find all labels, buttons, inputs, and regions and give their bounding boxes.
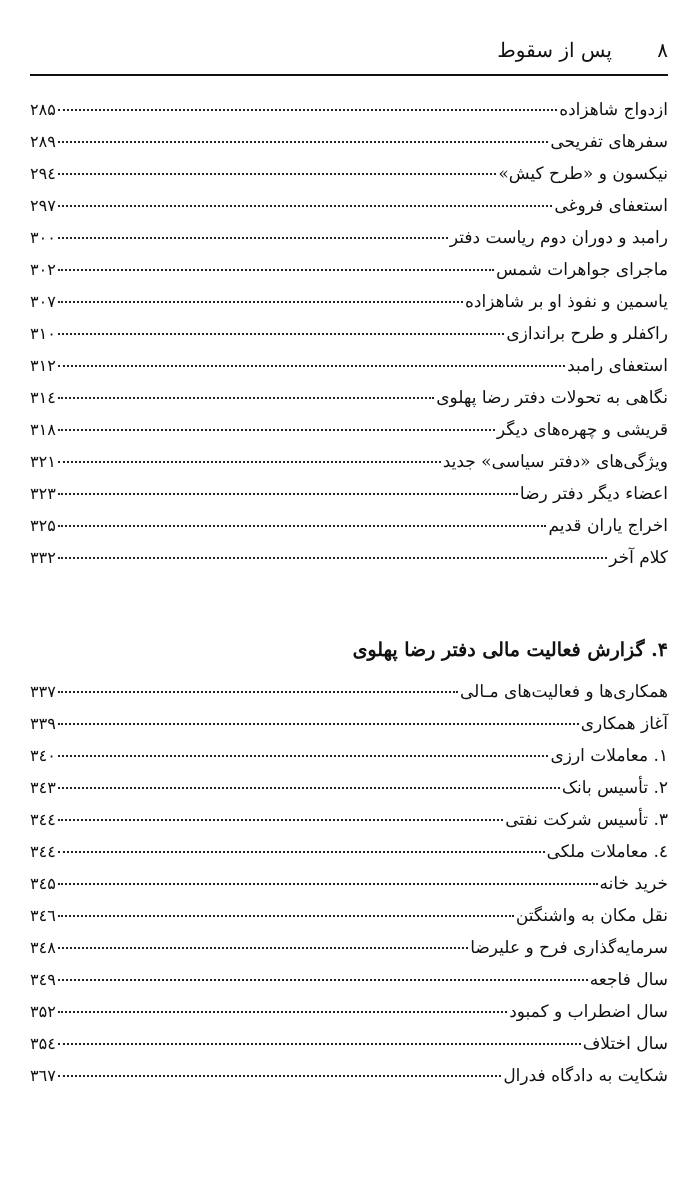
toc-entry[interactable]	[30, 708, 668, 740]
toc-entry[interactable]	[30, 222, 668, 254]
dot-leader	[58, 947, 468, 949]
running-header	[30, 36, 668, 68]
toc-entry[interactable]	[30, 804, 668, 836]
toc-entry-page: ۳۵۲	[30, 1002, 56, 1021]
toc-entry-title: نیکسون و «طرح کیش»	[498, 164, 668, 184]
dot-leader	[58, 1043, 581, 1045]
dot-leader	[58, 141, 549, 143]
toc-entry-page: ۳٤٦	[30, 906, 56, 925]
toc-entry-title: سال اضطراب و کمبود	[509, 1002, 668, 1022]
dot-leader	[58, 301, 463, 303]
toc-entry-title: ویژگی‌های «دفتر سیاسی» جدید	[442, 452, 668, 472]
toc-entry-page: ۳۳۹	[30, 714, 56, 733]
toc-entry-title: ۱. معاملات ارزی	[550, 746, 668, 766]
toc-entry-page: ۳٤۵	[30, 874, 56, 893]
toc-entry[interactable]	[30, 932, 668, 964]
toc-entry-page: ۳٤۰	[30, 746, 56, 765]
toc-entry-page: ۲۸۵	[30, 100, 56, 119]
toc-entry-title: رامبد و دوران دوم ریاست دفتر	[449, 228, 668, 248]
toc-entry-title: همکاری‌ها و فعالیت‌های مـالی	[459, 682, 668, 702]
toc-entry[interactable]	[30, 836, 668, 868]
toc-entry-title: اخراج یاران قدیم	[548, 516, 668, 536]
toc-entry[interactable]	[30, 478, 668, 510]
toc-entry[interactable]	[30, 414, 668, 446]
toc-entry[interactable]	[30, 158, 668, 190]
toc-entry-title: خرید خانه	[599, 874, 668, 894]
toc-entry[interactable]	[30, 676, 668, 708]
toc-entry-title: اعضاء دیگر دفتر رضا	[519, 484, 668, 504]
toc-entry[interactable]	[30, 94, 668, 126]
toc-entry[interactable]	[30, 190, 668, 222]
toc-entry-page: ۳۲۱	[30, 452, 56, 471]
toc-entry-title: سفرهای تفریحی	[550, 132, 668, 152]
dot-leader	[58, 365, 565, 367]
toc-entry-title: ماجرای جواهرات شمس	[496, 260, 668, 280]
toc-entry-page: ۳۰۲	[30, 260, 56, 279]
dot-leader	[58, 819, 503, 821]
toc-entry-title: استعفای فروغی	[554, 196, 668, 216]
toc-entry-title: کلام آخر	[609, 548, 668, 568]
dot-leader	[58, 237, 448, 239]
toc-entry[interactable]	[30, 318, 668, 350]
toc-entry-title: ٤. معاملات ملکی	[546, 842, 668, 862]
dot-leader	[58, 691, 458, 693]
toc-entry[interactable]	[30, 350, 668, 382]
section-heading[interactable]: ۴. گزارش فعالیت مالی دفتر رضا پهلوی	[352, 639, 668, 661]
toc-entry[interactable]	[30, 772, 668, 804]
toc-entry-page: ۳۰۰	[30, 228, 56, 247]
dot-leader	[58, 851, 545, 853]
book-page	[30, 0, 668, 1177]
dot-leader	[58, 557, 607, 559]
toc-entry-page: ۳۱۲	[30, 356, 56, 375]
dot-leader	[58, 109, 557, 111]
toc-entry-page: ۳۲۵	[30, 516, 56, 535]
toc-list-continued	[30, 94, 668, 574]
dot-leader	[58, 787, 560, 789]
toc-entry-page: ۳۲۳	[30, 484, 56, 503]
toc-entry-title: نگاهی به تحولات دفتر رضا پهلوی	[436, 388, 668, 408]
page-number: ۸	[657, 38, 668, 62]
toc-entry[interactable]	[30, 126, 668, 158]
dot-leader	[58, 979, 588, 981]
toc-entry-title: شکایت به دادگاه فدرال	[503, 1066, 668, 1086]
dot-leader	[58, 883, 598, 885]
dot-leader	[58, 755, 549, 757]
toc-entry-page: ۳٤٤	[30, 842, 56, 861]
toc-entry-title: قریشی و چهره‌های دیگر	[496, 420, 668, 440]
toc-entry-page: ۳۳۷	[30, 682, 56, 701]
toc-entry-page: ۳٤٤	[30, 810, 56, 829]
dot-leader	[58, 333, 505, 335]
toc-entry-title: آغاز همکاری	[580, 714, 668, 734]
toc-entry-page: ۳۰۷	[30, 292, 56, 311]
toc-entry[interactable]	[30, 868, 668, 900]
dot-leader	[58, 429, 495, 431]
toc-entry-page: ۳۱۰	[30, 324, 56, 343]
toc-entry[interactable]	[30, 542, 668, 574]
toc-entry[interactable]	[30, 996, 668, 1028]
toc-entry-page: ۳۳۲	[30, 548, 56, 567]
toc-entry-page: ۳۵٤	[30, 1034, 56, 1053]
toc-list-section-4	[30, 676, 668, 1092]
book-title: پس از سقوط	[497, 38, 612, 62]
toc-entry-title: ۳. تأسیس شرکت نفتی	[505, 810, 668, 830]
dot-leader	[58, 269, 494, 271]
toc-entry[interactable]	[30, 900, 668, 932]
toc-entry[interactable]	[30, 1028, 668, 1060]
toc-entry-page: ۳٤۳	[30, 778, 56, 797]
toc-entry[interactable]	[30, 382, 668, 414]
toc-entry[interactable]	[30, 510, 668, 542]
toc-entry-title: راکفلر و طرح براندازی	[506, 324, 668, 344]
toc-entry-title: سال اختلاف	[582, 1034, 668, 1054]
toc-entry[interactable]	[30, 286, 668, 318]
dot-leader	[58, 723, 579, 725]
toc-entry-page: ۲۸۹	[30, 132, 56, 151]
dot-leader	[58, 1011, 507, 1013]
dot-leader	[58, 1075, 502, 1077]
dot-leader	[58, 525, 547, 527]
toc-entry-page: ۲۹٤	[30, 164, 56, 183]
dot-leader	[58, 173, 497, 175]
toc-entry-page: ۲۹۷	[30, 196, 56, 215]
toc-entry-title: ازدواج شاهزاده	[559, 100, 668, 120]
toc-entry-title: نقل مکان به واشنگتن	[515, 906, 668, 926]
dot-leader	[58, 461, 441, 463]
dot-leader	[58, 397, 434, 399]
toc-entry-title: سرمایه‌گذاری فرح و علیرضا	[470, 938, 668, 958]
toc-entry-title: سال فاجعه	[589, 970, 668, 990]
dot-leader	[58, 205, 553, 207]
toc-entry[interactable]	[30, 964, 668, 996]
toc-entry-page: ۳۱٤	[30, 388, 56, 407]
toc-entry[interactable]	[30, 740, 668, 772]
toc-entry-title: استعفای رامبد	[567, 356, 668, 376]
toc-entry-title: یاسمین و نفوذ او بر شاهزاده	[465, 292, 668, 312]
header-rule	[30, 74, 668, 76]
toc-entry[interactable]	[30, 1060, 668, 1092]
toc-entry-title: ۲. تأسیس بانک	[561, 778, 668, 798]
toc-entry-page: ۳٤۹	[30, 970, 56, 989]
toc-entry-page: ۳۱۸	[30, 420, 56, 439]
toc-entry-page: ۳٦۷	[30, 1066, 56, 1085]
toc-entry-page: ۳٤۸	[30, 938, 56, 957]
dot-leader	[58, 915, 514, 917]
dot-leader	[58, 493, 518, 495]
toc-entry[interactable]	[30, 446, 668, 478]
toc-entry[interactable]	[30, 254, 668, 286]
